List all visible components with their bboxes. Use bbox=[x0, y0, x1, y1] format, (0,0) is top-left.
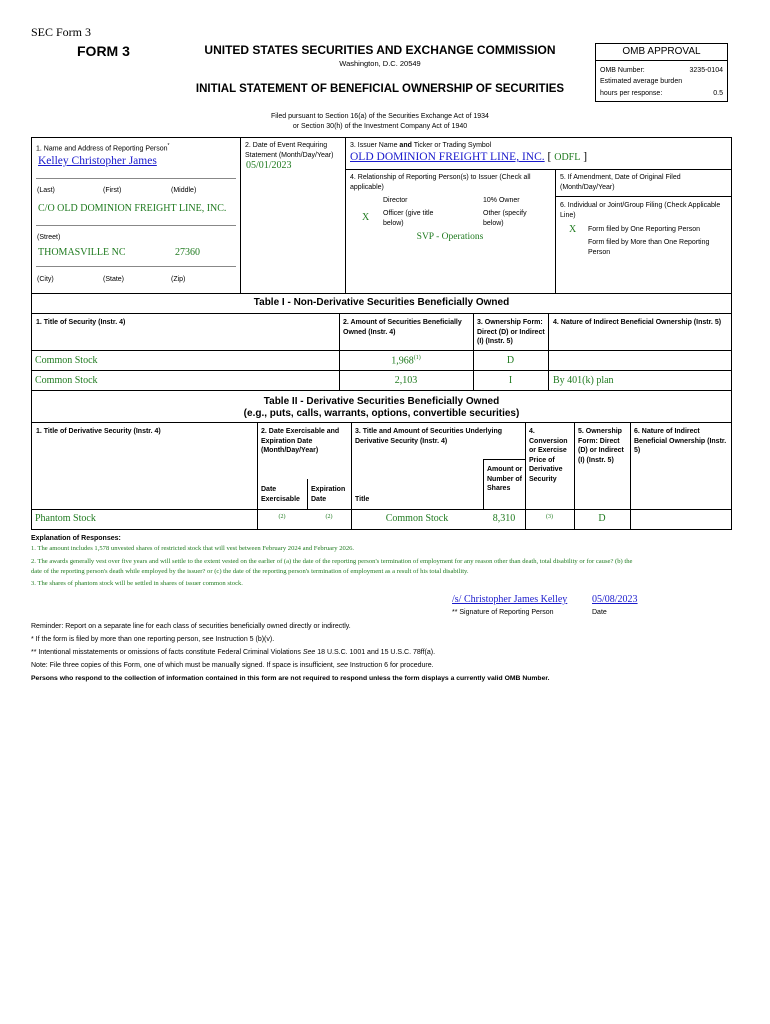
table2-row-shares: 8,310 bbox=[492, 513, 516, 524]
table2-subtitle: (e.g., puts, calls, warrants, options, convertible securities) bbox=[243, 408, 520, 419]
signature-date-value: 05/08/2023 bbox=[592, 594, 638, 605]
table2-col2-header: 2. Date Exercisable and Expiration Date (Month/Day/Year) bbox=[261, 428, 340, 454]
table1-row2-title: Common Stock bbox=[35, 375, 98, 386]
table2-col6-header: 6. Nature of Indirect Beneficial Ownership (Instr. 5) bbox=[634, 428, 727, 454]
street-label: (Street) bbox=[37, 234, 61, 241]
reporting-person-name[interactable]: Kelley Christopher James bbox=[38, 155, 157, 167]
statement-title: INITIAL STATEMENT OF BENEFICIAL OWNERSHIP OF SECURITIES bbox=[195, 83, 565, 95]
table2-row-expiration: (2) bbox=[325, 514, 333, 520]
form-title: FORM 3 bbox=[77, 43, 130, 59]
zip-value: 27360 bbox=[175, 247, 200, 258]
signature-label: ** Signature of Reporting Person bbox=[452, 609, 554, 616]
event-date-value: 05/01/2023 bbox=[246, 160, 292, 171]
star-note: * If the form is filed by more than one reporting person, see Instruction 5 (b)(v). bbox=[31, 636, 275, 643]
box3-label: 3. Issuer Name and Ticker or Trading Symbol bbox=[350, 142, 492, 149]
box5-label: 5. If Amendment, Date of Original Filed (Month/Day/Year) bbox=[560, 174, 681, 191]
table2-title: Table II - Derivative Securities Beneficially Owned bbox=[263, 396, 500, 407]
reminder-note: Reminder: Report on a separate line for each class of securities beneficially owned directly or indirectly. bbox=[31, 623, 351, 630]
omb-number-label: OMB Number: bbox=[600, 67, 645, 74]
agency-city: Washington, D.C. 20549 bbox=[339, 59, 421, 68]
box4-label: 4. Relationship of Reporting Person(s) to Issuer (Check all applicable) bbox=[350, 174, 531, 191]
footnote-3: 3. The shares of phantom stock will be settled in shares of issuer common stock. bbox=[31, 580, 243, 587]
officer-label: Officer (give title below) bbox=[383, 210, 434, 227]
last-label: (Last) bbox=[37, 187, 55, 194]
explanation-heading: Explanation of Responses: bbox=[31, 535, 121, 542]
footnote-2-cont: date of the reporting person's death while employed by the issuer? or (c) the date of the reporting person's termination of employment as a result of his total disability. bbox=[31, 568, 469, 575]
table1-row1-title: Common Stock bbox=[35, 355, 98, 366]
middle-label: (Middle) bbox=[171, 187, 197, 194]
table2-col4-header: 4. Conversion or Exercise Price of Derivative Security bbox=[529, 428, 568, 483]
omb-burden-label: Estimated average burden bbox=[600, 78, 683, 85]
footnote-2: 2. The awards generally vest over five years and will settle to the extent vested on the earlier of (a) the date of the reporting person's termination of employment for any reason other than death, total disability or for cause? (b) the bbox=[31, 558, 633, 565]
other-label: Other (specify below) bbox=[483, 210, 527, 227]
table2-col3-header: 3. Title and Amount of Securities Underlying Derivative Security (Instr. 4) bbox=[355, 428, 503, 445]
one-person-option: Form filed by One Reporting Person bbox=[588, 226, 701, 233]
table1-col4-header: 4. Nature of Indirect Beneficial Ownership (Instr. 5) bbox=[553, 319, 722, 326]
omb-respond-note: Persons who respond to the collection of information contained in this form are not required to respond unless the form displays a currently valid OMB Number. bbox=[31, 675, 550, 682]
table2-sub-expiration: Expiration Date bbox=[311, 486, 346, 503]
officer-title-value: SVP - Operations bbox=[416, 232, 484, 242]
table2-row-price: (3) bbox=[546, 514, 553, 520]
table1-row2-form: I bbox=[508, 375, 513, 386]
omb-number-value: 3235-0104 bbox=[689, 67, 723, 74]
one-person-checkbox-mark[interactable]: X bbox=[569, 224, 577, 235]
table2-sub-amount: Amount or Number of Shares bbox=[487, 466, 523, 492]
table2-row-form: D bbox=[598, 513, 606, 524]
box2-label: 2. Date of Event Requiring Statement (Month/Day/Year) bbox=[245, 142, 334, 159]
table1-col2-header: 2. Amount of Securities Beneficially Owned (Instr. 4) bbox=[343, 319, 462, 336]
agency-title: UNITED STATES SECURITIES AND EXCHANGE COMMISSION bbox=[204, 43, 556, 57]
table2-sub-title: Title bbox=[355, 496, 370, 503]
zip-label: (Zip) bbox=[171, 276, 186, 283]
table2-col1-header: 1. Title of Derivative Security (Instr. 4) bbox=[36, 428, 161, 435]
filed-pursuant-line1: Filed pursuant to Section 16(a) of the Securities Exchange Act of 1934 bbox=[271, 113, 489, 120]
officer-checkbox-mark[interactable]: X bbox=[362, 212, 370, 223]
city-state-value: THOMASVILLE NC bbox=[38, 247, 126, 258]
footnote-1: 1. The amount includes 1,578 unvested shares of restricted stock that will vest between February 2024 and February 2026. bbox=[31, 545, 355, 552]
table1-col1-header: 1. Title of Security (Instr. 4) bbox=[36, 319, 126, 326]
omb-hours-label: hours per response: bbox=[600, 90, 663, 97]
director-label: Director bbox=[383, 197, 408, 204]
first-label: (First) bbox=[103, 187, 122, 194]
table2-row-underlying: Common Stock bbox=[385, 513, 449, 524]
sec-form-label: SEC Form 3 bbox=[31, 25, 92, 39]
table1-title: Table I - Non-Derivative Securities Beneficially Owned bbox=[253, 297, 510, 308]
address-value: C/O OLD DOMINION FREIGHT LINE, INC. bbox=[38, 203, 227, 214]
omb-title: OMB APPROVAL bbox=[622, 46, 701, 57]
table1-row2-nature: By 401(k) plan bbox=[553, 375, 614, 386]
misstatement-note: ** Intentional misstatements or omissions of facts constitute Federal Criminal Violations See 18 U.S.C. 1001 and 15 U.S.C. 78ff(a). bbox=[31, 649, 436, 656]
table1-row1-amount: 1,968$^{(1)}$ bbox=[391, 355, 421, 367]
state-label: (State) bbox=[103, 276, 125, 283]
ticker-value: ODFL bbox=[554, 152, 581, 163]
issuer-line: OLD DOMINION FREIGHT LINE, INC. [ ODFL ] bbox=[350, 151, 588, 163]
table1-row2-amount: 2,103 bbox=[394, 375, 418, 386]
filed-pursuant-line2: or Section 30(h) of the Investment Company Act of 1940 bbox=[292, 123, 468, 130]
table1-row1-form: D bbox=[506, 355, 515, 366]
ten-percent-owner-label: 10% Owner bbox=[483, 197, 520, 204]
copies-note: Note: File three copies of this Form, one of which must be manually signed. If space is insufficient, see Instruction 6 for procedure. bbox=[31, 662, 434, 669]
signature-value[interactable]: /s/ Christopher James Kelley bbox=[452, 594, 568, 605]
omb-hours-value: 0.5 bbox=[713, 90, 723, 97]
table1-col3-header: 3. Ownership Form: Direct (D) or Indirect (I) (Instr. 5) bbox=[477, 319, 545, 345]
table2-row-exercisable: (2) bbox=[278, 514, 286, 520]
signature-date-label: Date bbox=[592, 609, 607, 616]
city-label: (City) bbox=[37, 276, 54, 283]
issuer-name-link[interactable]: OLD DOMINION FREIGHT LINE, INC. bbox=[350, 151, 545, 163]
multiple-persons-option: Form filed by More than One Reporting Person bbox=[588, 239, 710, 256]
table2-col5-header: 5. Ownership Form: Direct (D) or Indirect (I) (Instr. 5) bbox=[578, 428, 624, 464]
table2-row-title: Phantom Stock bbox=[35, 513, 96, 524]
box6-label: 6. Individual or Joint/Group Filing (Check Applicable Line) bbox=[560, 202, 721, 219]
table2-sub-exercisable: Date Exercisable bbox=[261, 486, 300, 503]
box1-label: 1. Name and Address of Reporting Person* bbox=[36, 143, 170, 153]
